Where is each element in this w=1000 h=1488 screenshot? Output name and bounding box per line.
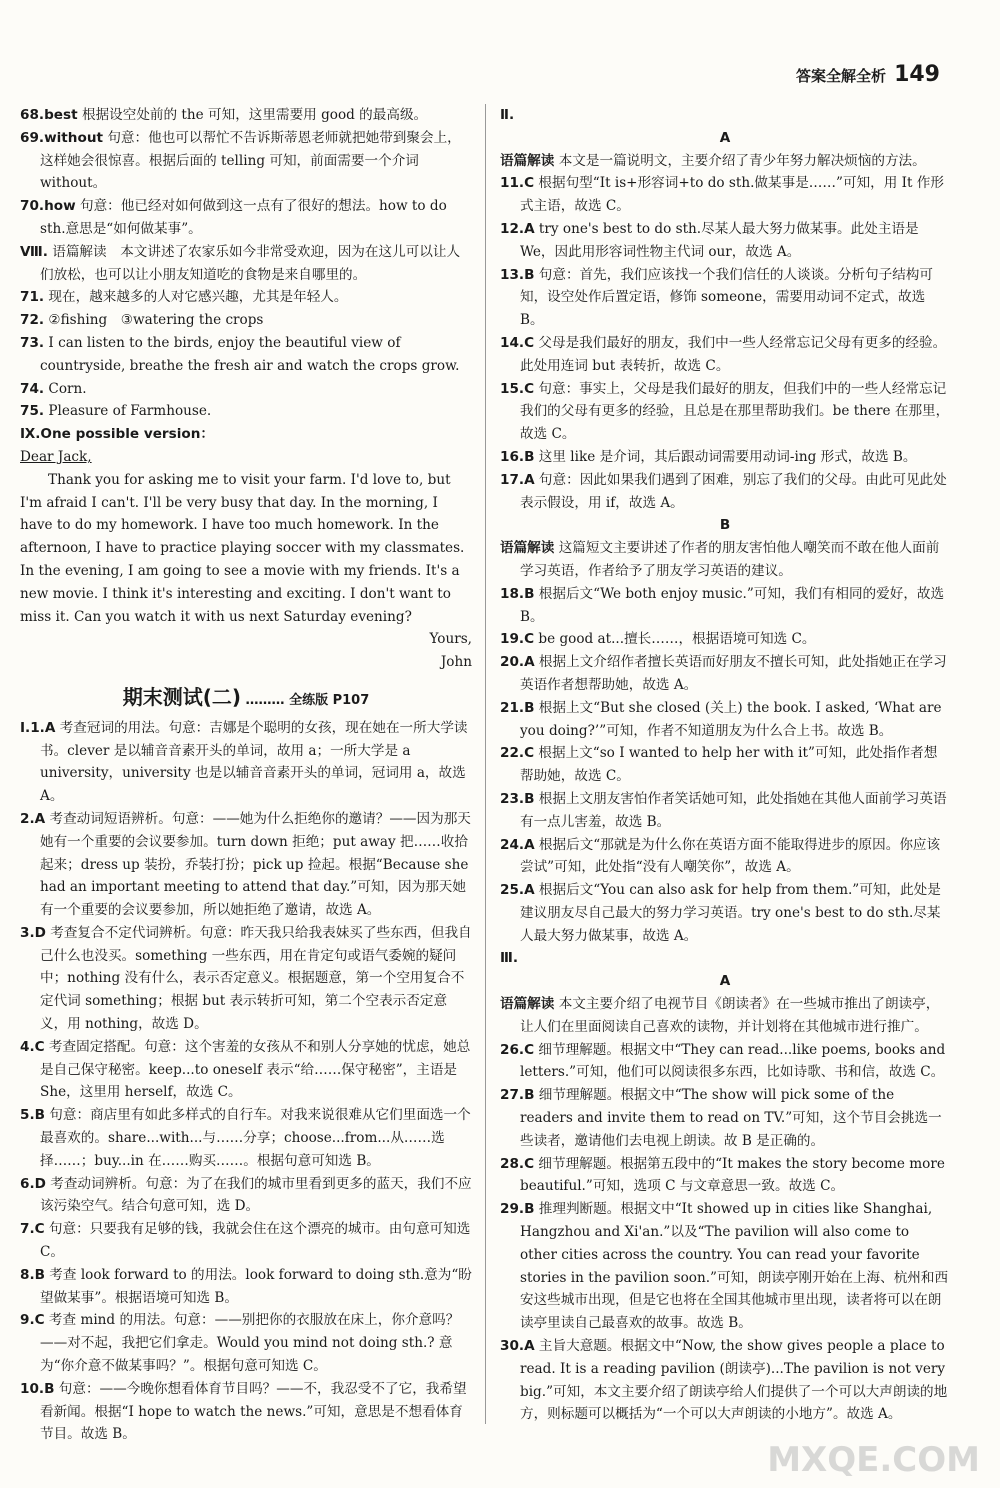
answer-number: 75. xyxy=(20,403,45,420)
answer-number: 72. xyxy=(20,312,45,329)
answer-text: 考查固定搭配。句意：这个害羞的女孩从不和别人分享她的忧虑，她总是自己保守秘密。keep...to oneself 表示“给……保守秘密”，主语是 She，这里用 herself，故选 C。 xyxy=(40,1038,471,1101)
answer-item xyxy=(500,332,950,378)
answer-number: 30.A xyxy=(500,1338,535,1355)
answer-item xyxy=(500,742,950,788)
right-column xyxy=(500,104,950,1468)
answer-item xyxy=(500,993,950,1039)
answer-item xyxy=(20,127,472,195)
text-line: Yours, xyxy=(429,631,472,648)
answer-text: 考查动词辨析。句意：为了在我们的城市里看到更多的蓝天，我们不应该污染空气。结合句意可知，选 D。 xyxy=(40,1175,472,1215)
text-line: Ⅸ.One possible version： xyxy=(20,426,214,443)
answer-number: 23.B xyxy=(500,790,535,807)
answer-item xyxy=(500,150,950,173)
answer-number: 17.A xyxy=(500,471,535,488)
page-header xyxy=(796,62,940,87)
answer-number: 10.B xyxy=(20,1380,55,1397)
answer-number: 12.A xyxy=(500,220,535,237)
answer-item xyxy=(500,947,950,970)
answer-text: 现在，越来越多的人对它感兴趣，尤其是年轻人。 xyxy=(44,289,348,306)
section-heading xyxy=(20,686,472,713)
answer-text: I can listen to the birds, enjoy the beautiful view of countryside, breathe the fresh air and watch the crops grow. xyxy=(40,334,460,374)
answer-number: 69.without xyxy=(20,129,103,146)
answer-text: 根据句型“It is+形容词+to do sth.做某事是……”可知，用 It 作形式主语，故选 C。 xyxy=(520,175,944,215)
answer-number: 74. xyxy=(20,380,45,397)
answer-text: Corn. xyxy=(44,380,87,397)
answer-text: 考查 mind 的用法。句意：——别把你的衣服放在床上，你介意吗？——对不起，我把它们拿走。Would you mind not doing sth.? 意为“你介意不做某事吗？”。根据句意可知选 C。 xyxy=(40,1312,460,1375)
answer-number: 4.C xyxy=(20,1038,45,1055)
answer-text: 考查动词短语辨析。句意：——她为什么拒绝你的邀请？——因为那天她有一个重要的会议要参加。turn down 拒绝；put away 把……收拾起来；dress up 装扮，乔装打扮；pick up 捡起。根据“Because she had an important meeting to attend that day.”可知，因为那天她有一个重要的会议要参加，所以她拒绝了邀请，故选 A。 xyxy=(40,810,471,919)
section-ref: ……… 全练版 P107 xyxy=(241,692,370,708)
answer-item xyxy=(20,1378,472,1446)
answer-item xyxy=(500,469,950,515)
answer-item xyxy=(500,218,950,264)
answer-number: 25.A xyxy=(500,882,535,899)
answer-item xyxy=(500,264,950,332)
answer-number: 68.best xyxy=(20,107,78,123)
answer-item xyxy=(500,1039,950,1085)
answer-item xyxy=(20,286,472,309)
answer-number: 26.C xyxy=(500,1041,535,1058)
answer-text: 根据后文“那就是为什么你在英语方面不能取得进步的原因。你应该尝试”可知，此处指“没有人嘲笑你”，故选 A。 xyxy=(520,836,941,876)
answer-item xyxy=(500,651,950,697)
answer-number: 24.A xyxy=(500,836,535,853)
passage-label: A xyxy=(719,973,731,990)
answer-text: 主旨大意题。根据文中“Now, the show gives people a place to read. It is a reading pavilion (朗读亭)...The pavilion is not very big.”可知，本文主要介绍了朗读亭给人们提供了一个可以大声朗读的地方，则标题可以概括为“一个可以大声朗读的小地方”。故选 A。 xyxy=(520,1338,948,1423)
answer-item xyxy=(500,1335,950,1426)
answer-number: 语篇解读 xyxy=(500,540,555,557)
answer-number: 20.A xyxy=(500,654,535,671)
answer-text: 根据后文“We both enjoy music.”可知，我们有相同的爱好，故选 B。 xyxy=(520,585,945,625)
answer-item xyxy=(20,332,472,378)
answer-text: 句意：他也可以帮忙不告诉斯蒂恩老师就把她带到聚会上，这样她会很惊喜。根据后面的 telling 可知，前面需要一个介词 without。 xyxy=(40,129,461,192)
answer-item xyxy=(20,717,472,808)
answer-text: ②fishing ③watering the crops xyxy=(44,312,264,329)
answer-number: 71. xyxy=(20,289,45,306)
answer-number: 19.C xyxy=(500,631,535,648)
answer-item xyxy=(500,583,950,629)
answer-text: 这里 like 是介词，其后跟动词需要用动词-ing 形式，故选 B。 xyxy=(534,448,917,465)
left-column xyxy=(20,104,472,1468)
answer-text: 根据上文朋友害怕作者笑话她可知，此处指她在其他人面前学习英语有一点儿害羞，故选 B。 xyxy=(520,790,947,830)
answer-item xyxy=(20,241,472,287)
answer-text: 这篇短文主要讲述了作者的朋友害怕他人嘲笑而不敢在他人面前学习英语，作者给予了朋友学习英语的建议。 xyxy=(520,540,940,579)
answer-number: 15.C xyxy=(500,380,535,397)
passage-label: A xyxy=(719,129,731,146)
header-title: 答案全解全析 xyxy=(796,67,887,85)
text-line: John xyxy=(440,654,472,671)
answer-item xyxy=(20,1309,472,1377)
answer-number: 3.D xyxy=(20,924,46,941)
answer-number: 14.C xyxy=(500,334,535,351)
answer-number: Ⅱ. xyxy=(500,107,515,123)
answer-number: 16.B xyxy=(500,448,535,465)
answer-text: 细节理解题。根据第五段中的“It makes the story become more beautiful.”可知，选项 C 与文章意思一致。故选 C。 xyxy=(520,1155,945,1195)
page-number: 149 xyxy=(894,62,940,87)
answer-number: 7.C xyxy=(20,1221,45,1238)
answer-number: 6.D xyxy=(20,1175,46,1192)
answer-text: 本文是一篇说明文，主要介绍了青少年努力解决烦恼的方法。 xyxy=(554,152,926,169)
answer-number: 27.B xyxy=(500,1087,535,1104)
answer-number: 2.A xyxy=(20,810,46,827)
answer-text: 考查冠词的用法。句意：吉娜是个聪明的女孩，现在她在一所大学读书。clever 是以辅音音素开头的单词，故用 a；一所大学是 a university，university 也是以辅音音素开头的单词，冠词用 a，故选 A。 xyxy=(40,719,468,805)
answer-text: 句意：首先，我们应该找一个我们信任的人谈谈。分析句子结构可知，设空处作后置定语，修饰 someone，需要用动词不定式，故选 B。 xyxy=(520,266,933,329)
answer-number: Ⅰ.1.A xyxy=(20,719,56,736)
answer-item xyxy=(500,788,950,834)
answer-text: Pleasure of Farmhouse. xyxy=(44,403,212,420)
answer-item xyxy=(500,628,950,651)
answer-text: 细节理解题。根据文中“They can read...like poems, books and letters.”可知，他们可以阅读很多东西，比如诗歌、书和信，故选 C。 xyxy=(520,1041,946,1081)
answer-item xyxy=(500,104,950,127)
answer-text: 根据上文介绍作者擅长英语而好朋友不擅长可知，此处指她正在学习英语作者想帮助她，故选 A。 xyxy=(520,654,947,693)
answer-item xyxy=(500,1198,950,1335)
answer-number: 9.C xyxy=(20,1312,45,1329)
answer-text: 根据上文“so I wanted to help her with it”可知，此处指作者想帮助她，故选 C。 xyxy=(520,745,938,785)
column-divider xyxy=(485,104,486,1424)
answer-item xyxy=(20,1218,472,1264)
answer-item xyxy=(20,400,472,423)
answer-number: 5.B xyxy=(20,1107,45,1124)
answer-number: 18.B xyxy=(500,585,535,602)
answer-item xyxy=(500,172,950,218)
answer-item xyxy=(20,1264,472,1310)
answer-item xyxy=(500,1153,950,1199)
answer-item xyxy=(20,808,472,922)
answer-number: 29.B xyxy=(500,1201,535,1218)
answer-number: 21.B xyxy=(500,699,535,716)
section-title: 期末测试(二) xyxy=(122,684,242,709)
answer-text: 根据后文“You can also ask for help from them.”可知，此处是建议朋友尽自己最大的努力学习英语。try one's best to do sth.尽某人最大努力做某事，故选 A。 xyxy=(520,882,941,944)
answer-item xyxy=(500,834,950,880)
answer-item xyxy=(500,879,950,947)
answer-text: 句意：因此如果我们遇到了困难，别忘了我们的父母。由此可见此处表示假设，用 if，故选 A。 xyxy=(520,471,947,511)
answer-number: Ⅲ. xyxy=(500,950,519,967)
answer-item xyxy=(20,309,472,332)
answer-item xyxy=(500,378,950,446)
text-line: Dear Jack, xyxy=(20,448,92,465)
answer-text: 句意：只要我有足够的钱，我就会住在这个漂亮的城市。由句意可知选 C。 xyxy=(40,1221,471,1261)
answer-text: try one's best to do sth.尽某人最大努力做某事。此处主语是 We，因此用形容词性物主代词 our，故选 A。 xyxy=(520,220,919,260)
passage-label: B xyxy=(719,517,731,534)
answer-item xyxy=(500,1084,950,1152)
answer-text: 考查复合不定代词辨析。句意：昨天我只给我表妹买了些东西，但我自己什么也没买。something 一些东西，用在肯定句或语气委婉的疑问中；nothing 没有什么，表示否定意义。根据题意，第一个空用复合不定代词 something；根据 but 表示转折可知，第二个空表示否定意义，用 nothing，故选 D。 xyxy=(40,924,472,1033)
text-line: Thank you for asking me to visit your farm. I'd love to, but I'm afraid I can't. I'll be very busy that day. In the morning, I have to do my homework. I have too much homework. In the afternoon, I have to practice playing soccer with my classmates. In the evening, I am going to see a movie with my friends. It's a new movie. I think it's interesting and exciting. I don't want to miss it. Can you watch it with us next Saturday evening? xyxy=(20,471,465,625)
answer-item xyxy=(20,1104,472,1172)
answer-text: 考查 look forward to 的用法。look forward to doing sth.意为“盼望做某事”。根据语境可知选 B。 xyxy=(40,1266,472,1306)
answer-text: 句意：他已经对如何做到这一点有了很好的想法。how to do sth.意思是“如何做某事”。 xyxy=(40,198,447,237)
watermark: MXQE.COM xyxy=(767,1440,980,1480)
answer-number: 语篇解读 xyxy=(500,996,555,1013)
answer-item xyxy=(20,1036,472,1104)
answer-text: 根据上文“But she closed (关上) the book. I asked, ‘What are you doing?’”可知，作者不知道朋友为什么合上书。故选 B。 xyxy=(520,699,942,739)
answer-text: 父母是我们最好的朋友，我们中一些人经常忘记父母有更多的经验。此处用连词 but 表转折，故选 C。 xyxy=(520,334,947,374)
answer-item xyxy=(500,537,950,583)
answer-text: 细节理解题。根据文中“The show will pick some of the readers and invite them to read on TV.”可知，这个节目会挑选一些读者，邀请他们去电视上朗读。故 B 是正确的。 xyxy=(520,1087,942,1149)
answer-text: be good at...擅长……，根据语境可知选 C。 xyxy=(534,631,816,648)
answer-text: 语篇解读 本文讲述了农家乐如今非常受欢迎，因为在这儿可以让人们放松，也可以让小朋友知道吃的食物是来自哪里的。 xyxy=(40,243,461,283)
answer-number: 22.C xyxy=(500,745,535,762)
answer-number: 语篇解读 xyxy=(500,152,555,169)
answer-number: 13.B xyxy=(500,266,535,283)
answer-number: 8.B xyxy=(20,1266,45,1283)
answer-number: 70.how xyxy=(20,198,76,215)
answer-item xyxy=(20,378,472,401)
answer-text: 句意：——今晚你想看体育节目吗？——不，我忍受不了它，我希望看新闻。根据“I hope to watch the news.”可知，意思是不想看体育节目。故选 B。 xyxy=(40,1380,467,1443)
answer-number: 28.C xyxy=(500,1155,535,1172)
answer-item xyxy=(20,104,472,127)
answer-item xyxy=(500,697,950,743)
answer-number: 73. xyxy=(20,334,45,351)
answer-text: 根据设空处前的 the 可知，这里需要用 good 的最高级。 xyxy=(77,107,428,123)
answer-text: 句意：事实上，父母是我们最好的朋友，但我们中的一些人经常忘记我们的父母有更多的经验，且总是在那里帮助我们。be there 在那里，故选 C。 xyxy=(520,380,950,443)
answer-item xyxy=(20,195,472,241)
answer-item xyxy=(500,446,950,469)
answer-text: 推理判断题。根据文中“It showed up in cities like Shanghai, Hangzhou and Xi'an.”以及“The pavilion will also come to other cities across the country. You can read your favorite stories in the pavilion soon.”可知，朗读亭刚开始在上海、杭州和西安这些城市出现，但是它也将在全国其他城市里出现，读者将可以在朗读亭里读自己最喜欢的故事。故选 B。 xyxy=(520,1201,949,1332)
answer-text: 句意：商店里有如此多样式的自行车。对我来说很难从它们里面选一个最喜欢的。share...with...与……分享；choose...from...从……选择……；buy...in 在……购买……。根据句意可知选 B。 xyxy=(40,1107,471,1169)
answer-item xyxy=(20,1173,472,1219)
answer-number: 11.C xyxy=(500,175,535,192)
answer-item xyxy=(20,922,472,1036)
answer-number: Ⅷ. xyxy=(20,243,48,260)
answer-text: 本文主要介绍了电视节目《朗读者》在一些城市推出了朗读亭，让人们在里面阅读自己喜欢的读物，并计划将在其他城市进行推广。 xyxy=(520,996,940,1035)
